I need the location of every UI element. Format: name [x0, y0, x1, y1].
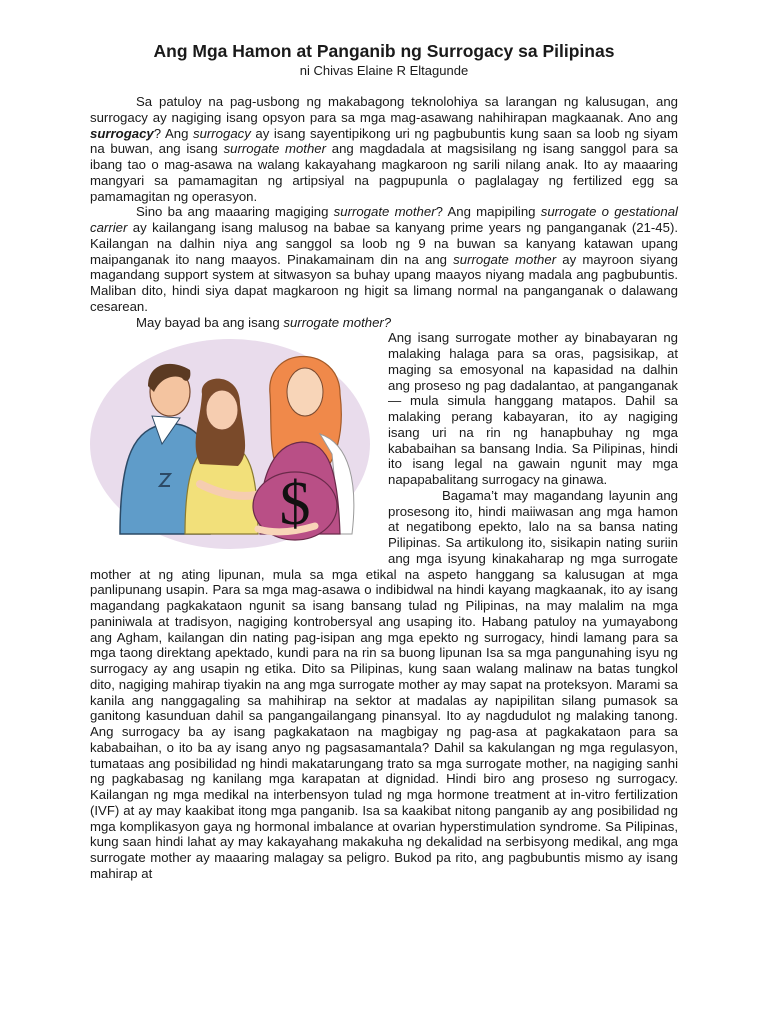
p3-text-a: May bayad ba ang isang [136, 314, 284, 330]
dollar-sign-icon: $ [279, 470, 311, 539]
p1-text-c: ? Ang [153, 125, 193, 141]
paragraph-3-lead [90, 315, 678, 331]
paragraph-2 [90, 204, 678, 314]
paragraph-3-body: Ang isang surrogate mother ay binabayaran ng malaking halaga para sa oras, pagsisikap, at maging sa emosyonal na kapasidad na dalhin ang proseso ng pag dadalantao, at panganganak — mula simula hanggang matapos. Dahil sa malaking perang kabayaran, ito ay nagiging isang uri na rin ng hanapbuhay ng mga kababaihan sa bansang India. Sa Pilipinas, hindi ito isang legal na gawain ngunit may mga napapabalitang surrogacy na ginawa. [388, 330, 678, 487]
p1-term-surrogacy: surrogacy [90, 125, 154, 141]
p2-text-e: ay kailangang isang malusog na babae sa kanyang prime years ng panganganak (21-45). Kailangan na dalhin niya ang sanggol sa loob ng 9 na buwan sa kanyang katawan upang maipanganak ito nang maayos. Pinakamainam din na ang [90, 220, 678, 267]
p1-term-surrogate-mother: surrogate mother [223, 141, 327, 157]
p3-term-surrogate-mother: surrogate mother? [283, 314, 392, 330]
article-title: Ang Mga Hamon at Panganib ng Surrogacy sa Pilipinas [153, 41, 615, 61]
p1-text-e: ay isang sayentipikong uri ng pagbubuntis kung saan sa loob ng siyam na buwan, ang isang [90, 125, 678, 157]
article-author: ni Chivas Elaine R Eltagunde [299, 63, 469, 78]
p1-text-g: ang magdadala at magsisilang ng isang sanggol para sa ibang tao o mag-asawa na walang kakayahang magkaroon ng sarili nilang anak. Ito ay maaaring mangyari sa pamamagitan ng artipsiyal na pagpupunla o paglalagay ng fertilized egg sa pamamagitan ng operasyon. [90, 141, 678, 204]
p2-term-gestational-carrier: surrogate o gestational carrier [90, 204, 678, 235]
p2-term-surrogate-mother-2: surrogate mother [453, 251, 557, 267]
p2-text-c: ? Ang mapipiling [435, 204, 541, 220]
paragraph-1 [90, 94, 678, 204]
p1-text-a: Sa patuloy na pag-usbong ng makabagong teknolohiya sa larangan ng kalusugan, ang surrogacy ay nagiging isang opsyon para sa mga mag-asawang nahihirapan magkaanak. Ano ang [90, 94, 678, 125]
surrogacy-illustration [90, 334, 380, 554]
p2-term-surrogate-mother: surrogate mother [333, 204, 436, 220]
p1-term-surrogacy-2: surrogacy [192, 125, 251, 141]
paragraph-4: Bagama’t may magandang layunin ang prosesong ito, hindi maiiwasan ang mga hamon at negatibong epekto, lalo na sa bansa nating Pilipinas. Sa artikulong ito, sisikapin nating suriin ang mga isyung kinakaharap ng mga surrogate mother at ng ating lipunan, mula sa mga etikal na aspeto hanggang sa kalusugan at mga panlipunang usapin. Para sa mga mag-asawa o indibidwal na hindi kayang magkaanak, ito ay isang magandang pagkakataon ngunit sa isang bansang tulad ng Pilipinas, na may malalim na mga paniniwala at tradisyon, nagiging kontrobersyal ang usaping ito. Habang patuloy na yumayabong ang Agham, kailangan din nating pag-isipan ang mga epekto ng surrogacy, hindi lamang para sa mga taong direktang apektado, kundi para na rin sa buong lipunan Isa sa mga pangunahing isyu ng surrogacy ay ang usapin ng etika. Dito sa Pilipinas, kung saan walang malinaw na batas tungkol dito, nagiging mahirap tiyakin na ang mga surrogate mother ay may sapat na proteksyon. Marami sa kanila ang nanggagaling sa mahihirap na sektor at madalas ay napipilitan silang pumasok sa ganitong kasunduan dahil sa pangangailangang pinansyal. Ito ay nagdudulot ng malaking tanong. Ang surrogacy ba ay isang pagkakataon na magbigay ng pag-asa at pagkakataon para sa kababaihan, o ito ba ay isang anyo ng pagsasamantala? Dahil sa kakulangan ng mga regulasyon, tumataas ang posibilidad ng hindi makatarungang trato sa mga surrogate mother, na nagiging sanhi ng pagkabasag ng kanilang mga karapatan at dignidad. Hindi biro ang proseso ng surrogacy. Kailangan ng mga medikal na interbensyon tulad ng mga hormone treatment at in-vitro fertilization (IVF) at ay may kaakibat itong mga panganib. Isa sa kaakibat nitong panganib ay ang posibilidad ng mga komplikasyon gaya ng hormonal imbalance at ovarian hyperstimulation syndrome. Sa Pilipinas, kung saan hindi lahat ay may kakayahang makakuha ng dekalidad na serbisyong medikal, ang mga surrogate mother ay maaaring malagay sa peligro. Bukod pa rito, ang pagbubuntis mismo ay isang mahirap at [90, 487, 678, 881]
p2-text-g: ay mayroon siyang magandang support system at sitwasyon sa buhay upang maayos niyang madala ang pagbubuntis. Maliban dito, hindi siya dapat magkaroon ng higit sa limang normal na panganganak o dalawang cesarean. [90, 251, 678, 314]
article-body [90, 94, 678, 882]
p2-text-a: Sino ba ang maaaring magiging [136, 204, 334, 220]
